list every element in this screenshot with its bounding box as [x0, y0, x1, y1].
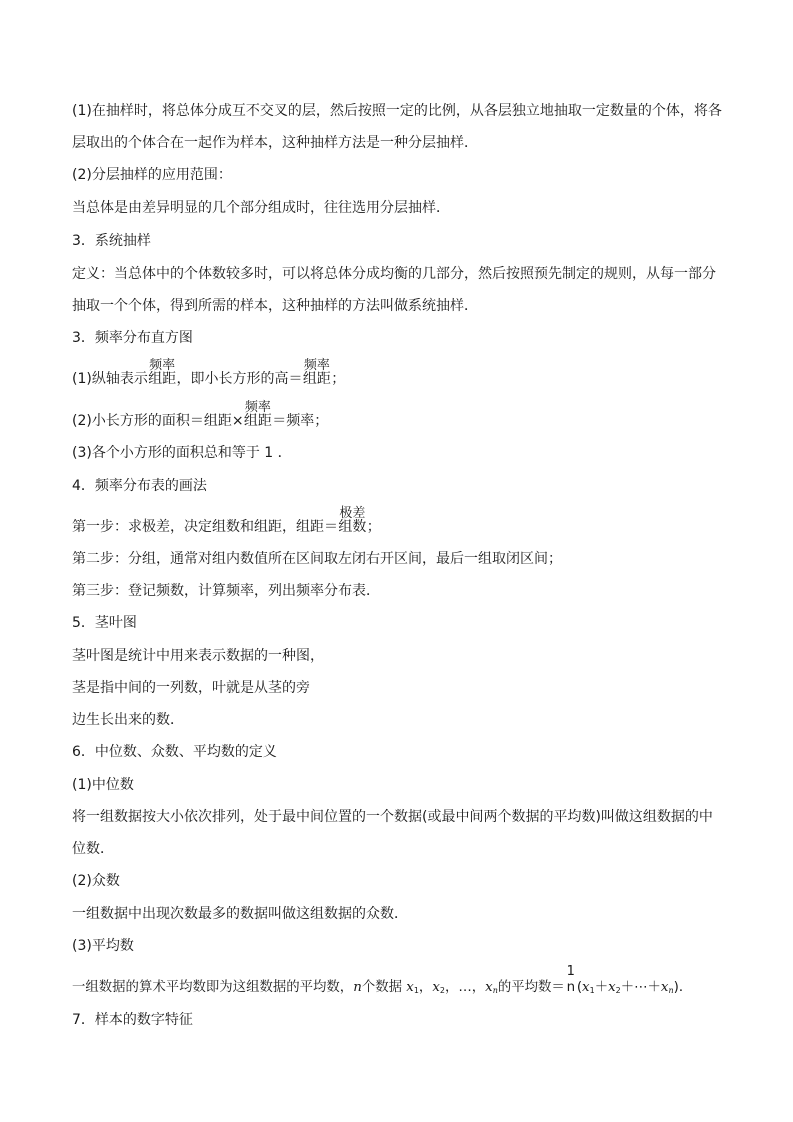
text-span: 一组数据的算术平均数即为这组数据的平均数，: [72, 980, 354, 995]
math-variable: x: [660, 980, 669, 995]
section-heading: 3．频率分布直方图: [72, 330, 193, 346]
section-heading: 6．中位数、众数、平均数的定义: [72, 744, 277, 760]
text-span: ，即小长方形的高＝: [176, 371, 303, 387]
subscript: n: [492, 986, 498, 995]
subscript: 1: [413, 986, 419, 995]
fraction-numerator: 频率: [244, 400, 271, 415]
fraction: [302, 358, 332, 388]
text-span: ，: [418, 980, 433, 995]
subscript: 2: [615, 986, 621, 995]
section-heading: 5．茎叶图: [72, 615, 137, 631]
text-span: (: [576, 980, 583, 995]
text-span: 个数据: [361, 980, 402, 995]
section-heading: 3．系统抽样: [72, 233, 151, 249]
fraction: [243, 400, 273, 430]
fraction-numerator: 频率: [149, 358, 176, 373]
paragraph-line: 一组数据中出现次数最多的数据叫做这组数据的众数．: [72, 906, 408, 922]
subscript: n: [668, 986, 674, 995]
text-span: 第一步：求极差，决定组数和组距，组距＝: [72, 519, 338, 535]
ellipsis: …: [458, 980, 472, 995]
paragraph-line: 抽取一个个体，得到所需的样本，这种抽样的方法叫做系统抽样．: [72, 298, 478, 314]
text-span: (1)纵轴表示: [72, 371, 148, 387]
paragraph-line: (2)分层抽样的应用范围：: [72, 167, 232, 183]
subsection-heading: (1)中位数: [72, 777, 134, 793]
text-span: (2)小长方形的面积＝组距×: [72, 413, 244, 429]
fraction-numerator: 极差: [339, 506, 366, 521]
paragraph-line: 层取出的个体合在一起作为样本，这种抽样方法是一种分层抽样．: [72, 135, 478, 151]
subscript: 2: [439, 986, 445, 995]
math-variable: x: [485, 980, 493, 995]
math-variable: x: [582, 980, 590, 995]
text-span: ＋: [594, 980, 609, 995]
paragraph-line: 定义：当总体中的个体数较多时，可以将总体分成均衡的几部分，然后按照预先制定的规则，从每一部分: [72, 266, 716, 282]
section-heading: 7．样本的数字特征: [72, 1012, 193, 1028]
math-variable: n: [353, 980, 362, 995]
math-variable: x: [406, 980, 414, 995]
fraction: [565, 964, 577, 997]
subsection-heading: (2)众数: [72, 873, 120, 889]
paragraph-line: 茎叶图是统计中用来表示数据的一种图，: [72, 648, 324, 664]
text-span: )．: [673, 980, 693, 995]
paragraph-line: (1)在抽样时，将总体分成互不交叉的层，然后按照一定的比例，从各层独立地抽取一定数量的个体，将各: [72, 103, 722, 119]
formula-line: [72, 400, 732, 430]
text-span: ＋: [647, 980, 661, 995]
text-span: ；: [331, 371, 346, 387]
section-heading: 4．频率分布表的画法: [72, 478, 207, 494]
text-span: ＋: [620, 980, 635, 995]
formula-line: [72, 506, 732, 536]
fraction-denominator: n: [566, 980, 576, 995]
paragraph-line: 第二步：分组，通常对组内数值所在区间取左闭右开区间，最后一组取闭区间；: [72, 551, 562, 567]
math-variable: x: [432, 980, 440, 995]
fraction: [148, 358, 177, 388]
fraction-numerator: 频率: [303, 358, 330, 373]
text-span: ；: [366, 519, 381, 535]
paragraph-line: 位数．: [72, 841, 114, 857]
text-span: ＝频率；: [272, 413, 329, 429]
fraction-denominator: 组距: [148, 371, 177, 387]
fraction-denominator: 组距: [302, 371, 331, 387]
paragraph-line: 茎是指中间的一列数，叶就是从茎的旁: [72, 680, 310, 696]
fraction-numerator: 1: [566, 964, 575, 979]
ellipsis: ⋯: [634, 980, 648, 995]
formula-line: [72, 358, 732, 388]
text-span: ，: [444, 980, 459, 995]
subscript: 1: [589, 986, 595, 995]
paragraph-line: 第三步：登记频数，计算频率，列出频率分布表．: [72, 583, 380, 599]
paragraph-line: (3)各个小方形的面积总和等于 1 ．: [72, 445, 292, 461]
subsection-heading: (3)平均数: [72, 938, 134, 954]
text-span: ，: [471, 980, 486, 995]
paragraph-line: 将一组数据按大小依次排列，处于最中间位置的一个数据(或最中间两个数据的平均数)叫做这组数据的中: [72, 809, 713, 825]
paragraph-line: 当总体是由差异明显的几个部分组成时，往往选用分层抽样．: [72, 200, 450, 216]
fraction: [338, 506, 367, 536]
fraction-denominator: 组距: [243, 413, 272, 429]
text-span: 的平均数＝: [497, 980, 565, 995]
math-variable: x: [608, 980, 616, 995]
paragraph-line: 边生长出来的数．: [72, 712, 184, 728]
formula-line: [72, 964, 732, 1000]
fraction-denominator: 组数: [338, 519, 367, 535]
